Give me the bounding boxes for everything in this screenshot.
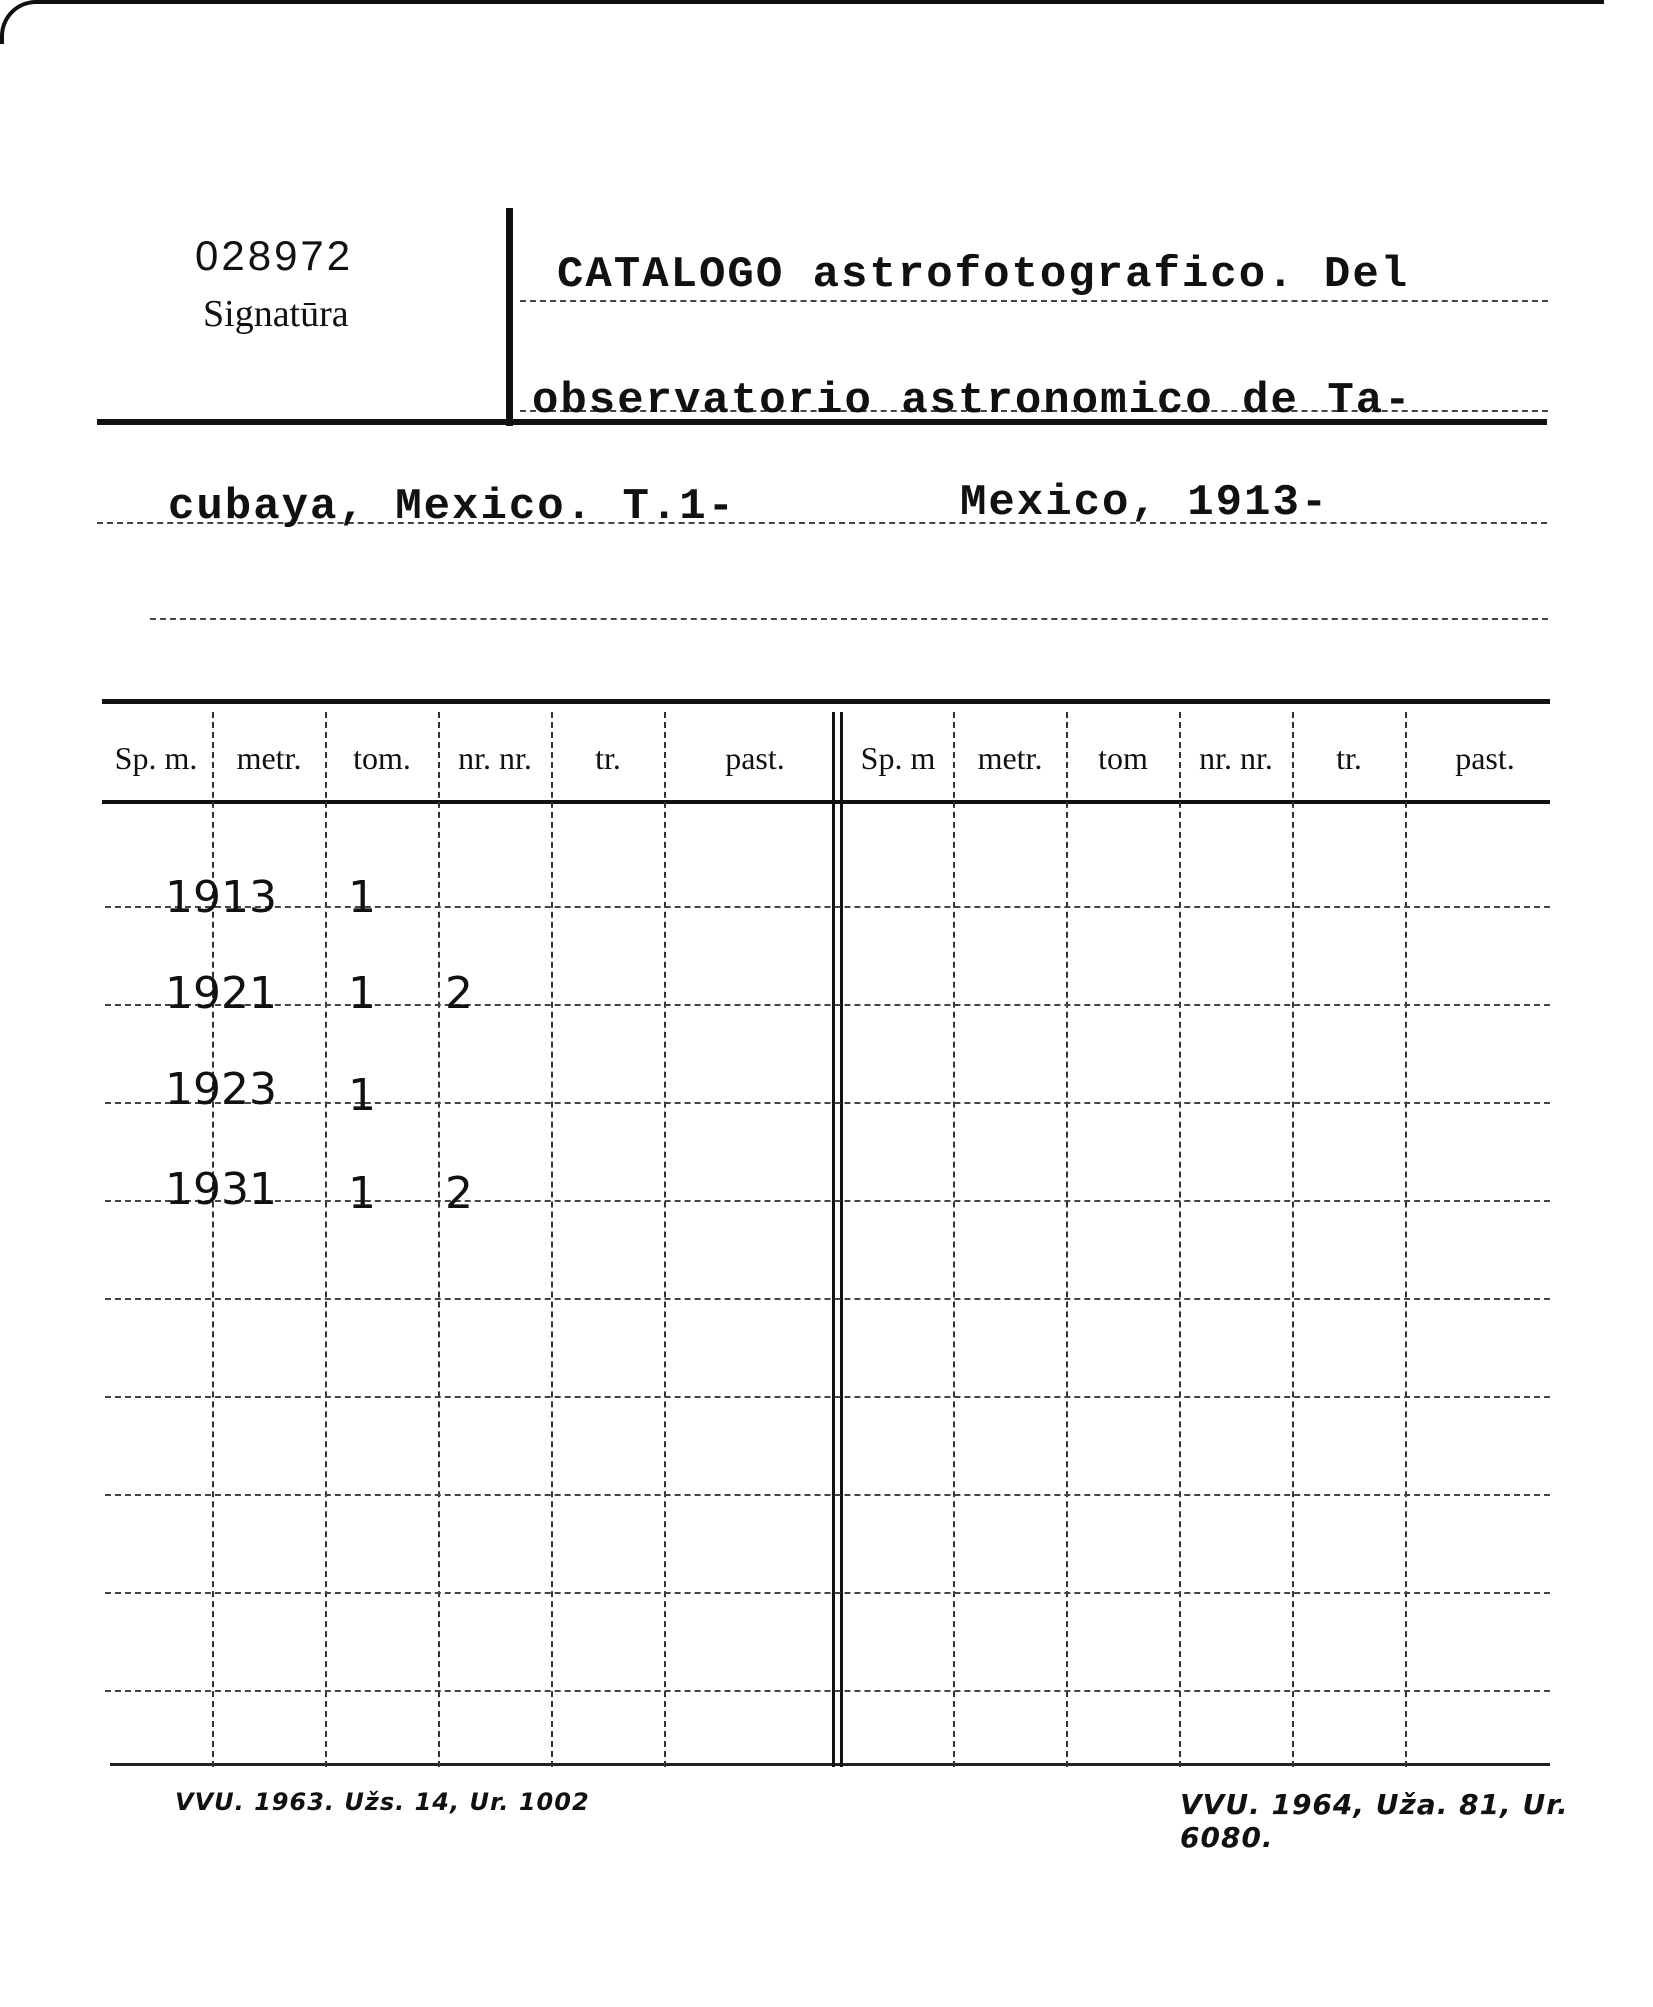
col-header-sp-m-right: Sp. m [860, 740, 936, 776]
row-tom: 1 [348, 1070, 376, 1121]
card-border [0, 0, 1604, 44]
footer-note-right: VVU. 1964, Uža. 81, Ur. 6080. [1180, 1788, 1569, 1854]
table-row-rule [105, 1200, 1550, 1202]
table-header-rule [102, 800, 1550, 804]
col-divider [953, 712, 955, 1767]
title-line-rule-1 [520, 300, 1548, 302]
col-header-past: past. [725, 740, 785, 776]
col-header-past-right: past. [1455, 740, 1515, 776]
col-divider [212, 712, 214, 1767]
row-year: 1923 [165, 1064, 277, 1115]
footer-note-left: VVU. 1963. Užs. 14, Ur. 1002 [175, 1788, 590, 1816]
title-line-3: cubaya, Mexico. T.1- [168, 482, 737, 532]
row-nr: 2 [445, 968, 473, 1019]
col-divider [325, 712, 327, 1767]
col-divider [1179, 712, 1181, 1767]
row-year: 1921 [165, 968, 277, 1019]
col-divider [1405, 712, 1407, 1767]
title-line-1: CATALOGO astrofotografico. Del [557, 250, 1410, 300]
row-nr: 2 [445, 1168, 473, 1219]
col-divider [1066, 712, 1068, 1767]
col-header-metr-right: metr. [977, 740, 1043, 776]
title-line-rule-4 [150, 618, 1548, 620]
table-row-rule [105, 1102, 1550, 1104]
col-header-metr: metr. [236, 740, 302, 776]
table-top-rule [102, 699, 1550, 704]
table-row-rule [105, 1004, 1550, 1006]
col-divider [664, 712, 666, 1767]
table-row-rule [105, 1298, 1550, 1300]
col-header-nr-nr-right: nr. nr. [1199, 740, 1273, 776]
signature-divider [506, 208, 513, 426]
table-row-rule [105, 1396, 1550, 1398]
table-center-divider [832, 712, 843, 1767]
signature-label: Signatūra [203, 293, 349, 335]
signature-number: 028972 [195, 232, 354, 279]
col-header-tr: tr. [595, 740, 621, 776]
row-tom: 1 [348, 1168, 376, 1219]
col-header-sp-m: Sp. m. [114, 740, 198, 776]
col-header-nr-nr: nr. nr. [458, 740, 532, 776]
row-year: 1931 [165, 1164, 277, 1215]
row-tom: 1 [348, 872, 376, 923]
table-row-rule [105, 1690, 1550, 1692]
col-header-tom: tom. [353, 740, 411, 776]
table-row-rule [105, 1494, 1550, 1496]
col-header-tr-right: tr. [1336, 740, 1362, 776]
table-row-rule [105, 906, 1550, 908]
col-header-tom-right: tom [1098, 740, 1148, 776]
row-tom: 1 [348, 968, 376, 1019]
row-year: 1913 [165, 872, 277, 923]
col-divider [551, 712, 553, 1767]
col-divider [1292, 712, 1294, 1767]
title-line-2: observatorio astronomico de Ta- [532, 376, 1413, 426]
table-row-rule [105, 1592, 1550, 1594]
col-divider [438, 712, 440, 1767]
imprint: Mexico, 1913- [960, 478, 1330, 528]
